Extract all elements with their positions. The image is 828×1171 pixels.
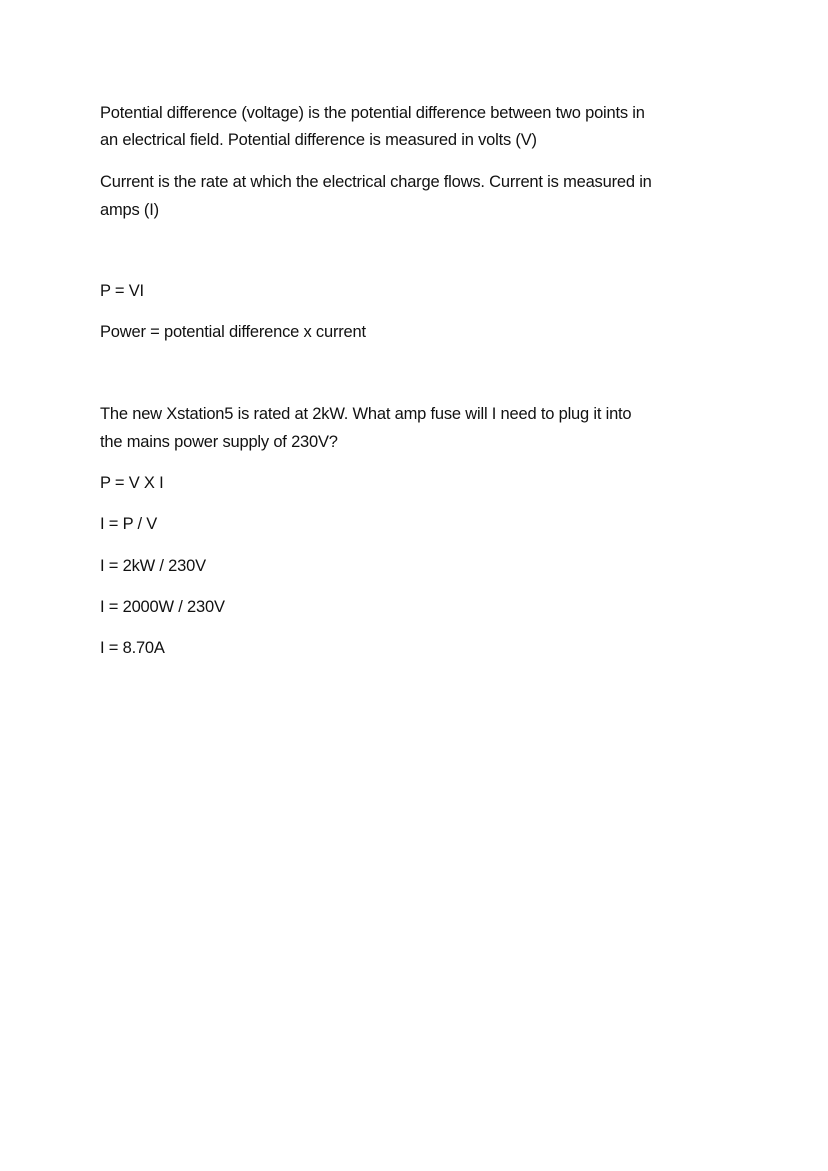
text-line: the mains power supply of 230V? [100,433,338,451]
working-step: I = 2000W / 230V [100,598,225,616]
working-step: P = V X I [100,474,164,492]
working-step: I = P / V [100,515,158,533]
text-line: Potential difference (voltage) is the potential difference between two points in [100,104,645,122]
text-line: The new Xstation5 is rated at 2kW. What amp fuse will I need to plug it into [100,405,632,423]
formula-description: Power = potential difference x current [100,323,366,341]
text-line: Current is the rate at which the electrical charge flows. Current is measured in [100,173,652,191]
formula-p-vi: P = VI [100,282,144,300]
text-line: an electrical field. Potential difference is measured in volts (V) [100,131,537,149]
working-step: I = 2kW / 230V [100,557,206,575]
text-line: amps (I) [100,201,159,219]
answer: I = 8.70A [100,639,165,657]
